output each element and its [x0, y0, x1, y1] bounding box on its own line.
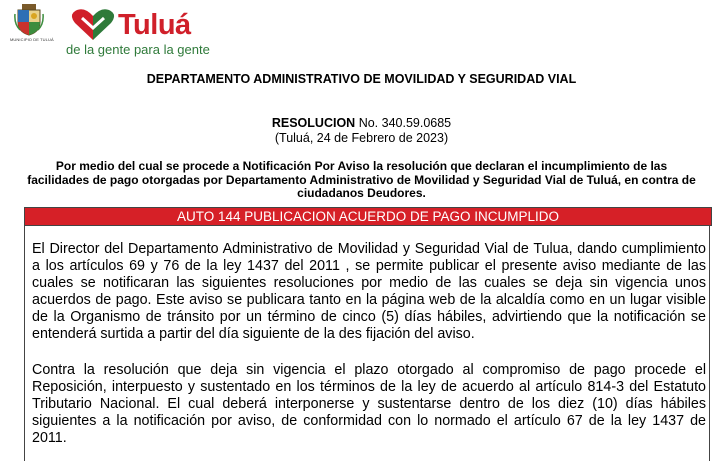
municipio-label: MUNICIPIO DE TULUÁ — [10, 37, 54, 42]
resolution-block — [0, 116, 723, 146]
heart-logo-icon — [70, 8, 116, 42]
brand-tagline: de la gente para la gente — [66, 42, 210, 57]
purpose-statement: Por medio del cual se procede a Notificación Por Aviso la resolución que declaran el incumplimiento de las facilidades de pago otorgadas por Departamento Administrativo de Movilidad y Seguridad Vial de Tuluá, en contra de ciudadanos Deudores. — [27, 159, 696, 200]
municipal-seal — [10, 4, 54, 42]
page-header — [0, 0, 723, 62]
notice-paragraph-1: El Director del Departamento Administrativo de Movilidad y Seguridad Vial de Tulua, dando cumplimiento a los artículos 69 y 76 de la ley 1437 del 2011 , se permite publicar el presente aviso mediante de las cuales se notificaran las siguientes resoluciones por medio de las cuales se deja sin vigencia unos acuerdos de pago. Este aviso se publicara tanto en la página web de la alcaldía como en un lugar visible de la Organismo de tránsito por un término de cinco (5) días hábiles, advirtiendo que la notificación se entenderá surtida a partir del día siguiente de la des fijación del aviso. — [32, 241, 706, 342]
resolution-heading — [0, 116, 723, 131]
coat-of-arms-icon — [14, 4, 44, 36]
department-title: DEPARTAMENTO ADMINISTRATIVO DE MOVILIDAD Y SEGURIDAD VIAL — [146, 72, 577, 86]
notice-paragraph-2: Contra la resolución que deja sin vigencia el plazo otorgado al compromiso de pago procede el Reposición, interpuesto y sustentado en los términos de la ley de acuerdo al artículo 814-3 del Estatuto Tributario Nacional. El cual deberá interponerse y sustentarse dentro de los diez (10) días hábiles siguientes a la notificación por aviso, de conformidad con lo normado el artículo 67 de la ley 1437 de 2011. — [32, 362, 706, 446]
brand-name: Tuluá — [118, 9, 191, 41]
resolution-label: RESOLUCION — [271, 116, 356, 130]
auto-banner-title: AUTO 144 PUBLICACION ACUERDO DE PAGO INCUMPLIDO — [24, 207, 712, 226]
resolution-number: No. 340.59.0685 — [358, 116, 452, 130]
resolution-date: (Tuluá, 24 de Febrero de 2023) — [274, 131, 449, 145]
tulua-brand-logo — [66, 6, 226, 60]
